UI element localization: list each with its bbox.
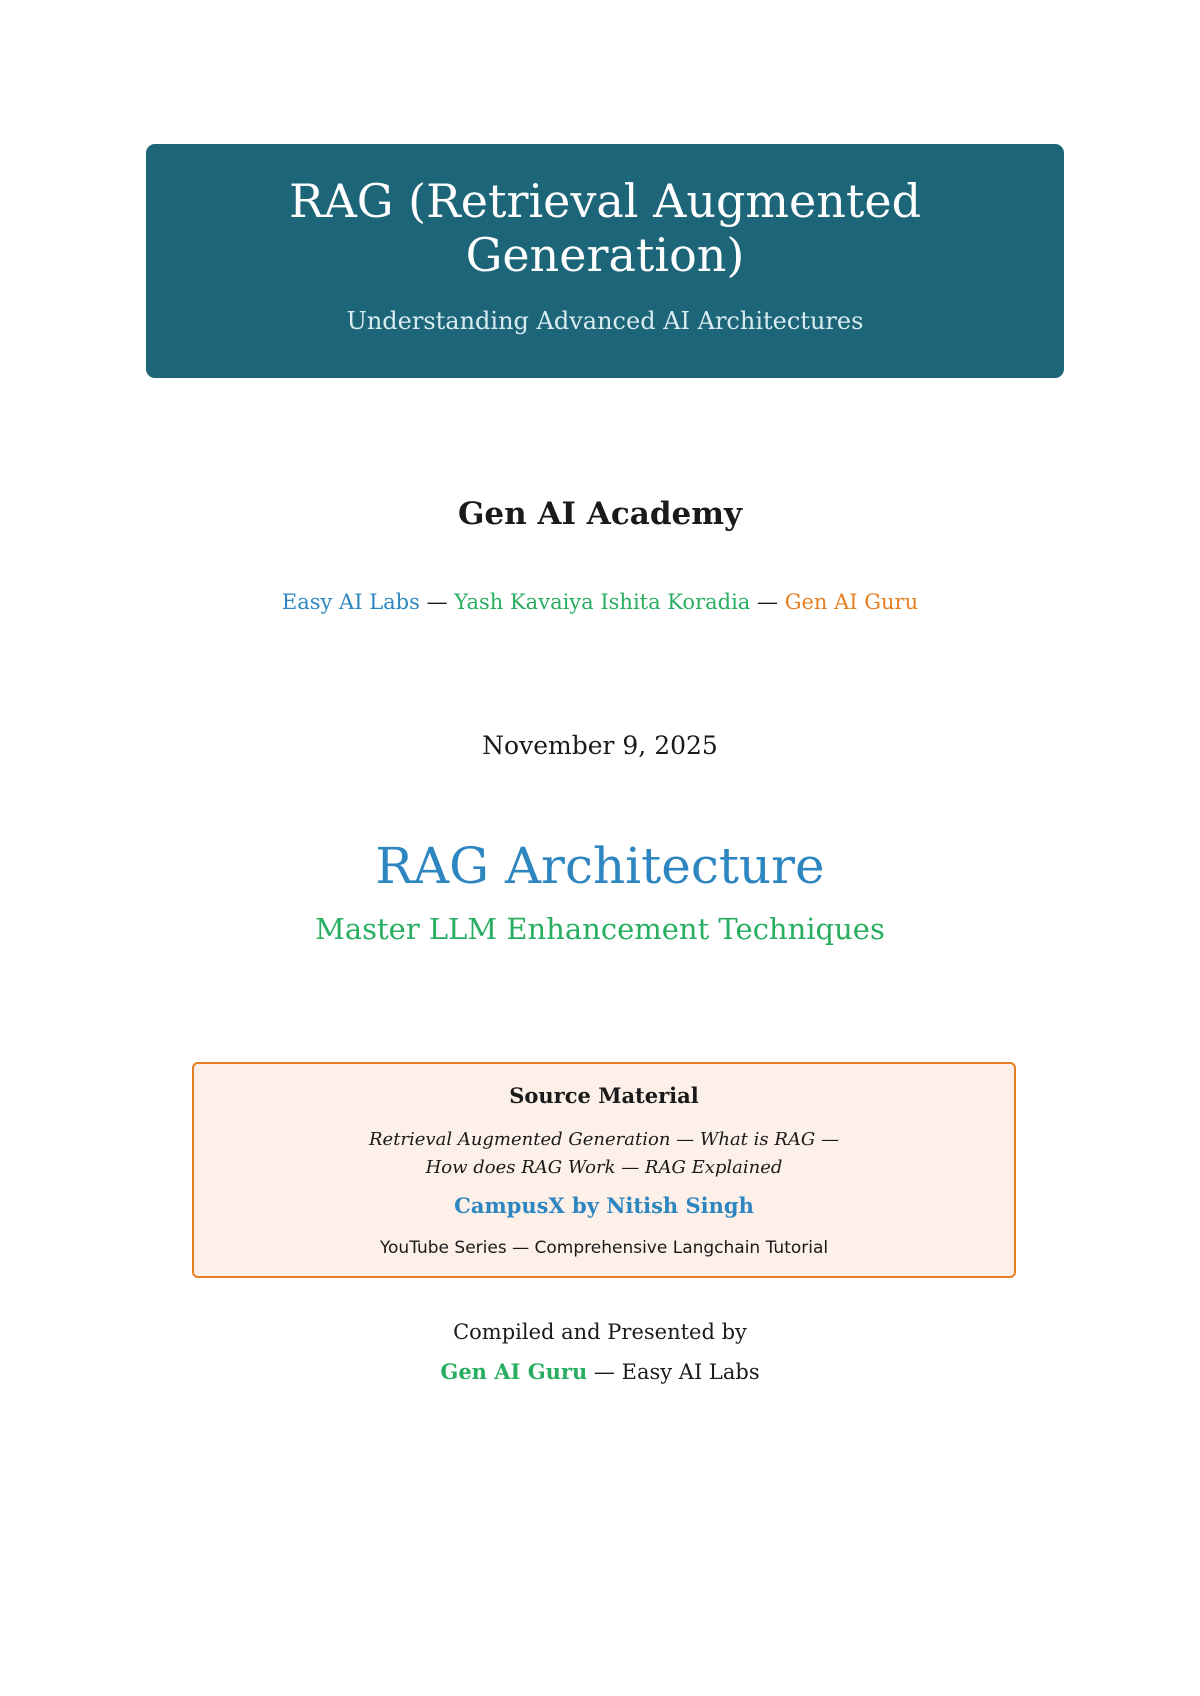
source-description-line: Retrieval Augmented Generation — What is RAG — <box>368 1129 839 1150</box>
presenter-org: Easy AI Labs <box>621 1360 760 1384</box>
source-title: Source Material <box>509 1083 699 1108</box>
credits-authors: Yash Kavaiya Ishita Koradia <box>454 590 751 614</box>
credits-brand: Gen AI Guru <box>784 590 919 614</box>
source-series: YouTube Series — Comprehensive Langchain Tutorial <box>379 1238 829 1258</box>
compiled-label: Compiled and Presented by <box>453 1320 747 1344</box>
presenter-name: Gen AI Guru <box>440 1359 588 1384</box>
credits-org: Easy AI Labs <box>281 590 420 614</box>
main-heading: RAG Architecture <box>375 837 825 895</box>
credits-line <box>0 588 1200 616</box>
main-subheading: Master LLM Enhancement Techniques <box>315 912 885 946</box>
source-description <box>194 1126 1014 1182</box>
presenter-line <box>0 1358 1200 1386</box>
document-subtitle: Understanding Advanced AI Architectures <box>346 307 864 335</box>
credits-separator: — <box>426 590 448 614</box>
source-author: CampusX by Nitish Singh <box>454 1193 754 1218</box>
title-banner <box>146 144 1064 378</box>
document-title: RAG (Retrieval Augmented Generation) <box>288 174 922 282</box>
presenter-separator: — <box>593 1360 615 1384</box>
source-material-box <box>192 1062 1016 1278</box>
credits-separator: — <box>757 590 779 614</box>
academy-name: Gen AI Academy <box>457 496 743 532</box>
document-date: November 9, 2025 <box>482 731 718 760</box>
source-description-line: How does RAG Work — RAG Explained <box>425 1157 783 1178</box>
